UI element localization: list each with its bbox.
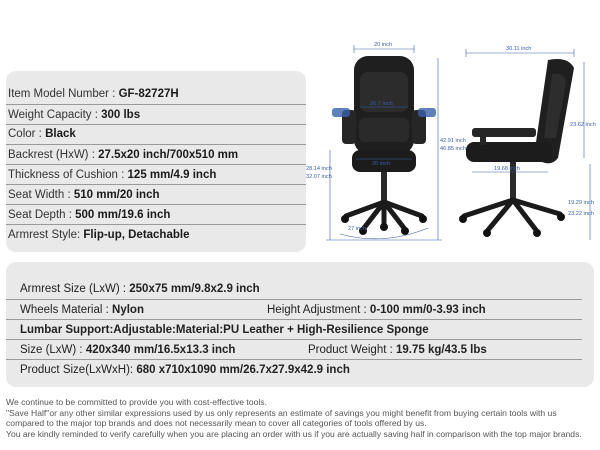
dim-front-width: 20 inch — [374, 42, 393, 48]
spec-row-wheels-material: Wheels Material : Nylon — [20, 304, 144, 316]
disclaimer-line: You are kindly reminded to verify carefully when you are placing an order with us if you are actually saving half in comparison with the top major brands. — [6, 428, 582, 439]
dim-arm-height-low: 19.29 inch — [568, 200, 594, 206]
spec-row-product-size: Product Size(LxWxH): 680 x710x1090 mm/26.7x27.9x42.9 inch — [20, 364, 350, 376]
chair-side-view — [459, 59, 574, 237]
dim-base-diameter: 27 inch — [348, 226, 367, 232]
spec-row-model: Item Model Number : GF-82727H — [8, 88, 179, 100]
dim-side-depth: 30.11 inch — [506, 46, 532, 52]
spec-row-seat-width: Seat Width : 510 mm/20 inch — [8, 189, 160, 201]
disclaimer-text — [6, 397, 598, 439]
disclaimer-line: compared to the major top brands and does not necessarily mean to cover all categories of tools offered by us. — [6, 418, 427, 429]
dim-seat-width: 20 inch — [372, 161, 391, 167]
spec-row-size: Size (LxW) : 420x340 mm/16.5x13.3 inch — [20, 344, 236, 356]
dim-seat-depth: 19.68 inch — [494, 166, 520, 172]
dim-backrest-width: 26.7 inch — [370, 101, 393, 107]
disclaimer-line: We continue to be committed to provide you with cost-effective tools. — [6, 397, 267, 407]
spec-row-seat-depth: Seat Depth : 500 mm/19.6 inch — [8, 209, 171, 221]
spec-row-color: Color : Black — [8, 128, 76, 140]
spec-row-product-weight: Product Weight : 19.75 kg/43.5 lbs — [308, 344, 487, 356]
spec-row-lumbar: Lumbar Support:Adjustable:Material:PU Leather + High-Resilience Sponge — [20, 324, 429, 336]
chair-front-view — [332, 56, 436, 235]
disclaimer-line: "Save Half"or any other similar expressions used by us only represents an estimate of savings you might benefit from buying certain tools with us — [6, 407, 557, 418]
dim-arm-height-high: 23.22 inch — [568, 211, 594, 217]
spec-row-cushion: Thickness of Cushion : 125 mm/4.9 inch — [8, 169, 217, 181]
spec-row-height-adjustment: Height Adjustment : 0-100 mm/0-3.93 inch — [267, 304, 486, 316]
spec-row-armrest-size: Armrest Size (LxW) : 250x75 mm/9.8x2.9 inch — [20, 283, 260, 295]
dim-seat-height-high: 32.07 inch — [306, 174, 332, 180]
dim-total-height-high: 46.85 inch — [440, 146, 466, 152]
dim-seat-height-low: 28.14 inch — [306, 166, 332, 172]
dim-total-height-low: 42.91 inch — [440, 138, 466, 144]
chair-dimension-illustration — [306, 38, 600, 260]
dim-back-height: 23.62 inch — [570, 122, 596, 128]
spec-row-weight-capacity: Weight Capacity : 300 lbs — [8, 109, 141, 121]
spec-row-armrest-style: Armrest Style: Flip-up, Detachable — [8, 229, 190, 241]
spec-row-backrest: Backrest (HxW) : 27.5x20 inch/700x510 mm — [8, 149, 239, 161]
